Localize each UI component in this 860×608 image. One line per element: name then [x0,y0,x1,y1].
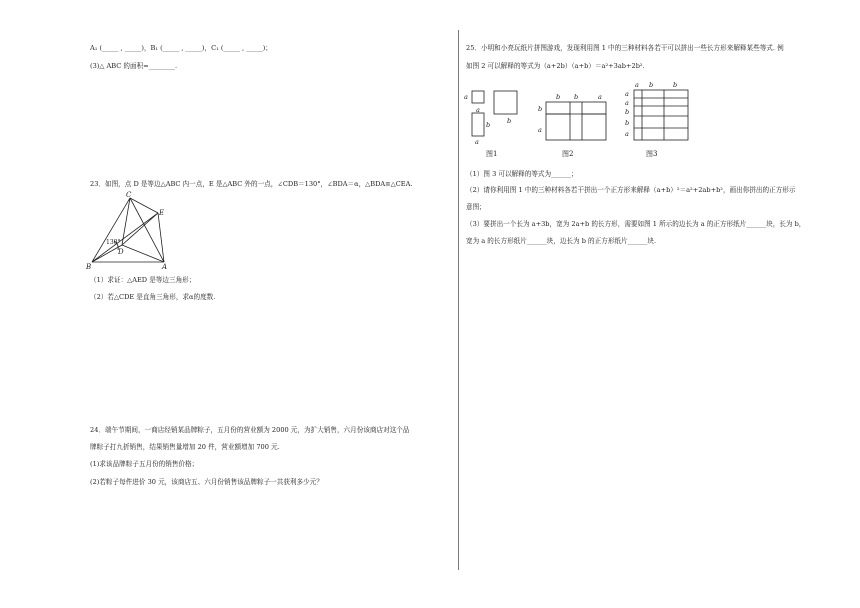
fig1-label-a3: a [475,138,479,146]
point-label-c: C [126,191,132,199]
q24-sub2: (2)若粽子每件进价 30 元，该商店五、六月份销售该品牌粽子一共获利多少元？ [90,478,323,486]
fig3-left-b2: b [625,119,630,127]
figure-2-rectangle [536,90,612,146]
fig3-left-b1: b [625,108,630,116]
fig2-left-a: a [538,126,542,134]
figure-1-materials [462,86,530,146]
q25-sub1: （1）图 3 可以解释的等式为______； [466,170,578,178]
fig2-top-b2: b [574,93,579,101]
q25-sub3-line1: （3）要拼出一个长为 a+3b，宽为 2a+b 的长方形，需要如图 1 所示的边长为 a 的正方形纸片______块，长为 b， [466,220,806,228]
figure-3-rectangle [620,78,692,144]
q24-line1: 24．端午节期间，一商店经销某品牌粽子，五月份的营业额为 2000 元，为扩大销售，六月份该商店对这个品 [90,426,410,434]
q25-sub2-line2: 意图； [466,203,486,211]
point-label-e: E [159,209,165,217]
q25-sub3-line2: 宽为 a 的长方形纸片______块，边长为 b 的正方形纸片______块. [466,237,657,245]
fig3-top-b2: b [673,81,678,89]
fig1-label-b1: b [507,117,512,125]
q24-sub1: (1)求该品牌粽子五月份的销售价格； [90,460,199,468]
figure-2-caption: 图2 [562,150,574,158]
point-label-b: B [86,263,92,270]
coords-blank-line: A₁ (_____ , _____)，B₁ (_____ , _____)，C₁ (_____ , _____)； [90,44,272,52]
fig3-left-a3: a [625,130,629,138]
column-divider [458,30,459,570]
area-blank-line: (3)△ ABC 的面积=________. [90,62,178,70]
fig3-left-a1: a [625,90,629,98]
point-label-d: D [118,248,124,256]
angle-label: 130° [106,239,121,246]
q23-triangle-figure [84,190,174,270]
figure-3-caption: 图3 [646,150,658,158]
fig1-label-a1: a [464,93,468,101]
q23-sub1: （1）求证：△AED 是等边三角形； [90,276,196,284]
fig3-top-b: b [649,81,654,89]
point-label-a: A [162,263,168,270]
fig1-label-b2: b [486,121,491,129]
q23-stem: 23．如图，点 D 是等边△ABC 内一点，E 是△ABC 外的一点，∠CDB＝130°，∠BDA＝α，△BDA≌△CEA. [90,180,413,188]
q25-line2: 如图 2 可以解释的等式为（a+2b）（a+b）＝a²+3ab+2b². [466,62,645,70]
q25-sub2-line1: （2）请你利用图 1 中的三种材料各若干拼出一个正方形来解释（a+b）²＝a²+2ab+b²，画出你拼出的正方形示 [466,186,796,194]
fig3-top-a1: a [635,81,639,89]
q25-line1: 25．小明和小亮玩纸片拼图游戏，发现利用图 1 中的三种材料各若干可以拼出一些长方形来解释某些等式. 例 [466,44,784,52]
q24-line2: 牌粽子打九折销售，结果销售量增加 20 件，营业额增加 700 元. [90,443,280,451]
fig2-left-b: b [538,105,543,113]
fig3-left-a2: a [625,99,629,107]
fig2-top-b1: b [556,93,561,101]
fig1-label-a2: a [476,106,480,114]
q23-sub2: （2）若△CDE 是直角三角形，求α的度数. [90,293,216,301]
figure-1-caption: 图1 [486,150,498,158]
fig2-top-a: a [598,93,602,101]
